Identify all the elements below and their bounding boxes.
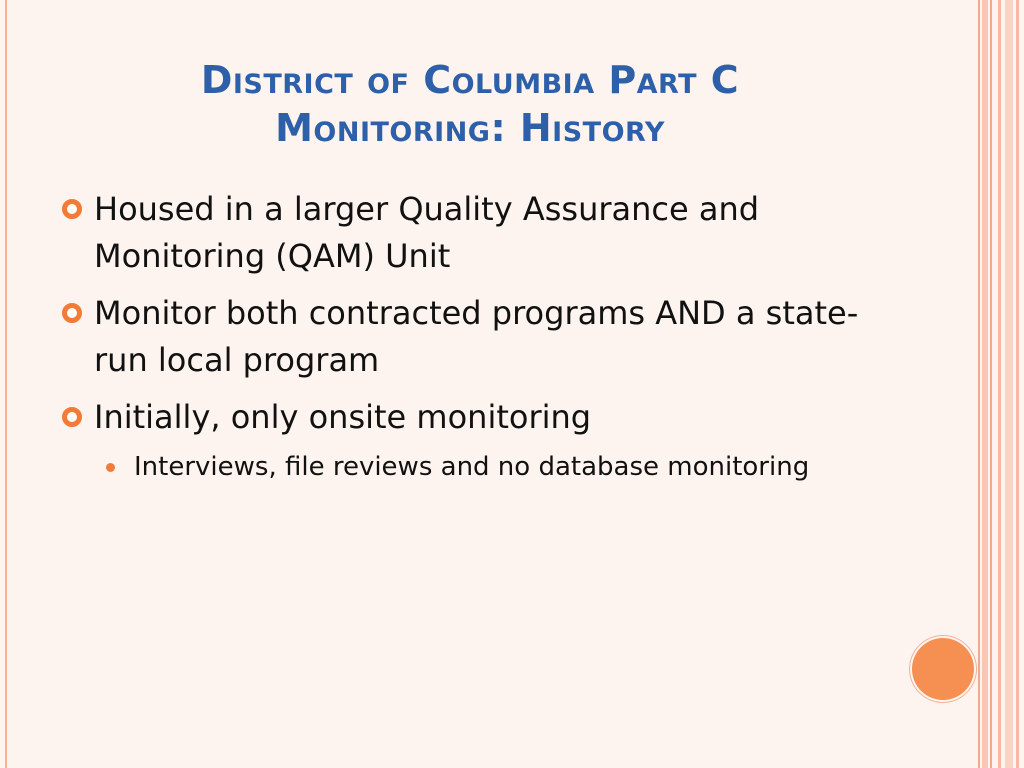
slide-title-line-1: District of Columbia Part C [200,58,740,102]
bullet-item [62,290,864,384]
slide-body [62,186,882,487]
bullet-text: Monitor both contracted programs AND a state-run local program [94,294,859,379]
slide-title-line-2: Monitoring: History [275,106,665,150]
sub-bullet-item [134,447,814,487]
slide-title [120,56,820,152]
orange-ring-bullet-icon [62,303,82,323]
bullet-text: Initially, only onsite monitoring [94,398,592,436]
right-stripe [982,0,988,768]
right-stripe [990,0,992,768]
orange-ring-bullet-icon [62,199,82,219]
right-stripe [1005,0,1013,768]
right-stripe [998,0,1001,768]
orange-dot-bullet-icon [106,463,115,472]
right-stripe [978,0,980,768]
sub-bullet-text: Interviews, file reviews and no database monitoring [134,452,810,482]
orange-circle-decoration [912,638,974,700]
bullet-text: Housed in a larger Quality Assurance and Monitoring (QAM) Unit [94,190,760,275]
bullet-item [62,186,864,280]
bullet-item [62,394,864,441]
left-border-line [5,0,7,768]
orange-ring-bullet-icon [62,407,82,427]
right-stripe [1016,0,1019,768]
